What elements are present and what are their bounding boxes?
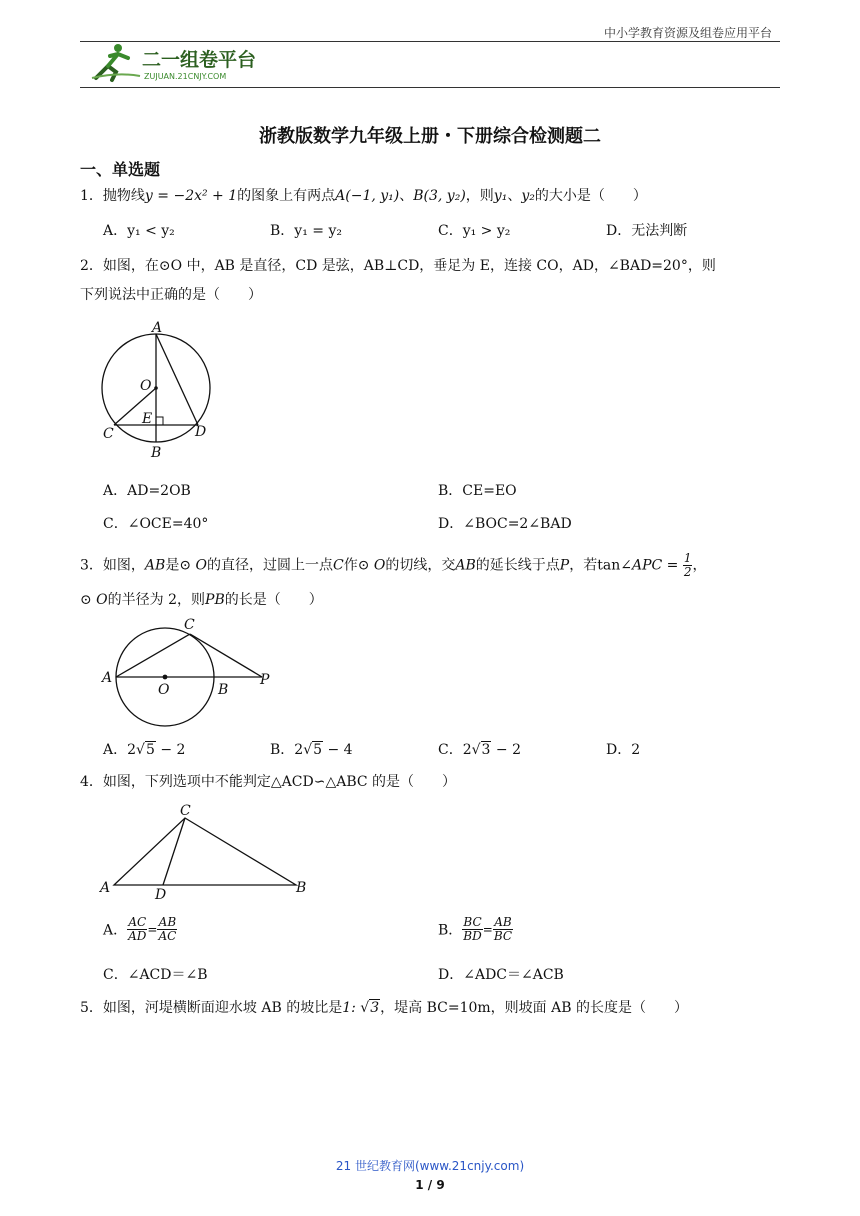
q3-label-a: A [102, 670, 113, 686]
page-number: 1 / 9 [415, 1178, 445, 1192]
section-heading: 一、单选题 [80, 160, 161, 179]
q4-option-b: B． $\frac{BC}{BD}$ = $\frac{AB}{BC}$ [438, 915, 513, 943]
question-4: 4．如图，下列选项中不能判定△ACD∽△ABC 的是（ ） [80, 774, 457, 790]
q1-option-c: C．y₁ > y₂ [438, 223, 511, 239]
question-1: 1．抛物线y = −2x² + 1的图象上有两点A(−1, y₁)、B(3, y₂)，则y₁、y₂的大小是（ ） [80, 188, 647, 204]
q3-option-d: D．2 [606, 742, 641, 758]
footer-site: 21 世纪教育网(www.21cnjy.com) [335, 1159, 525, 1173]
q2-label-b: B [151, 445, 162, 461]
runner-logo-icon [88, 42, 278, 84]
q3-fraction: $\frac{1}{2}$ [683, 551, 692, 579]
q2-label-e: E [142, 411, 153, 427]
question-5: 5．如图，河堤横断面迎水坡 AB 的坡比是1: √3，堤高 BC=10m，则坡面 AB 的长度是（ ） [80, 1000, 688, 1016]
logo-subtext: ZUJUAN.21CNJY.COM [144, 72, 227, 81]
q4-label-a: A [100, 880, 111, 896]
q4-option-d: D．∠ADC＝∠ACB [438, 967, 564, 983]
q2-label-a: A [152, 320, 163, 336]
q3-tangent-figure [98, 615, 278, 733]
page-title: 浙教版数学九年级上册・下册综合检测题二 [259, 126, 601, 147]
logo-text: 二一组卷平台 [142, 49, 257, 71]
q2-label-c: C [103, 426, 114, 442]
q4-option-c: C．∠ACD＝∠B [103, 967, 208, 983]
q1-option-a: A．y₁ < y₂ [103, 223, 175, 239]
q4-label-b: B [296, 880, 307, 896]
q4-option-a: A． $\frac{AC}{AD}$ = $\frac{AB}{AC}$ [103, 915, 177, 943]
q2-option-a: A．AD=2OB [103, 483, 191, 499]
q3-label-o: O [158, 682, 170, 698]
q1-option-b: B．y₁ = y₂ [270, 223, 342, 239]
q2-option-d: D．∠BOC=2∠BAD [438, 516, 572, 532]
q3-option-a: A．2√5 − 2 [103, 742, 186, 758]
question-2: 2．如图，在⊙O 中，AB 是直径，CD 是弦，AB⊥CD，垂足为 E，连接 CO，AD，∠BAD=20°，则 下列说法中正确的是（ ） [80, 258, 716, 303]
logo [88, 42, 278, 84]
q3-label-b: B [218, 682, 229, 698]
q3-label-c: C [184, 617, 195, 633]
q2-label-o: O [140, 378, 152, 394]
q2-circle-figure [95, 318, 225, 463]
q3-option-c: C．2√3 − 2 [438, 742, 522, 758]
q4-triangle-figure [96, 800, 316, 904]
q4-label-d: D [155, 887, 167, 903]
question-3-line-2: ⊙ O的半径为 2，则PB的长是（ ） [80, 592, 323, 608]
q2-option-c: C．∠OCE=40° [103, 516, 209, 532]
question-3-line-1: 3．如图，AB是⊙ O的直径，过圆上一点C作⊙ O的切线，交AB的延长线于点P，若tan∠APC = $\frac{1}{2}$ ， [80, 551, 707, 579]
q4-label-c: C [180, 803, 191, 819]
q3-label-p: P [260, 672, 270, 688]
platform-label: 中小学教育资源及组卷应用平台 [603, 26, 772, 40]
q1-option-d: D．无法判断 [606, 223, 688, 239]
q3-option-b: B．2√5 − 4 [270, 742, 353, 758]
q2-option-b: B．CE=EO [438, 483, 517, 499]
header-rule-bottom [80, 87, 780, 88]
q2-label-d: D [195, 424, 207, 440]
